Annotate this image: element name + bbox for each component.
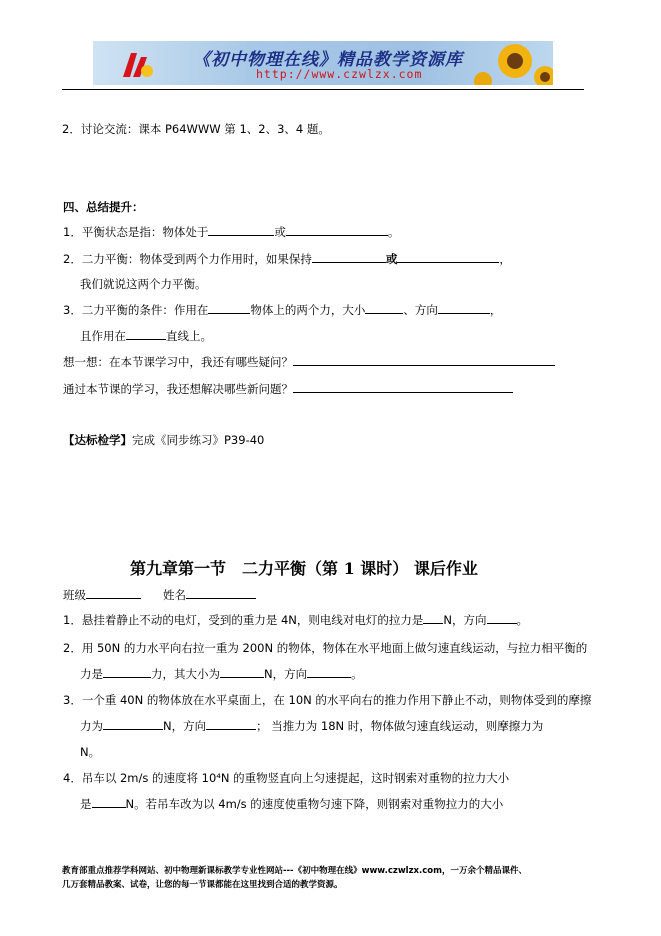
blank[interactable] bbox=[397, 251, 499, 263]
think-question: 想一想：在本节课学习中，我还有哪些疑问？ bbox=[63, 354, 555, 370]
summary-item-2-cont: 我们就说这两个力平衡。 bbox=[80, 277, 207, 291]
header-banner bbox=[93, 41, 553, 85]
site-logo-icon bbox=[119, 47, 155, 79]
class-name-line: 班级 姓名 bbox=[63, 587, 256, 603]
question-2-cont: 力是 力，其大小为 N，方向 。 bbox=[80, 667, 363, 681]
blank[interactable] bbox=[103, 666, 151, 678]
blank[interactable] bbox=[423, 612, 443, 624]
blank[interactable] bbox=[220, 666, 264, 678]
banner-title: 《初中物理在线》精品教学资源库 bbox=[193, 50, 463, 70]
question-1: 1．悬挂着静止不动的电灯，受到的重力是 4N，则电线对电灯的拉力是 N，方向 。 bbox=[63, 613, 528, 627]
blank[interactable] bbox=[206, 718, 256, 730]
summary-item-3-cont: 且作用在 直线上。 bbox=[80, 329, 212, 343]
answer-line[interactable] bbox=[293, 381, 513, 393]
solve-question: 通过本节课的学习，我还想解决哪些新问题？ bbox=[63, 381, 513, 397]
question-3-end: N。 bbox=[80, 745, 101, 759]
standard-test: 【达标检学】完成《同步练习》P39-40 bbox=[63, 433, 265, 447]
sunflower-icon bbox=[463, 41, 553, 85]
blank[interactable] bbox=[365, 302, 403, 314]
question-3: 3．一个重 40N 的物体放在水平桌面上，在 10N 的水平向右的推力作用下静止不动，则物体受到的摩擦 bbox=[63, 693, 592, 707]
discussion-line: 2．讨论交流：课本 P64WWW 第 1、2、3、4 题。 bbox=[62, 122, 330, 136]
summary-item-1: 1．平衡状态是指：物体处于 或 。 bbox=[63, 225, 400, 239]
summary-item-3: 3．二力平衡的条件：作用在 物体上的两个力，大小 、方向 ， bbox=[63, 303, 502, 317]
blank[interactable] bbox=[312, 251, 386, 263]
banner-url[interactable]: http://www.czwlzx.com bbox=[256, 67, 423, 81]
question-4: 4．吊车以 2m/s 的速度将 10⁴N 的重物竖直向上匀速提起，这时钢索对重物的拉力大小 bbox=[63, 771, 510, 785]
blank[interactable] bbox=[92, 796, 126, 808]
question-4-cont: 是 N。若吊车改为以 4m/s 的速度使重物匀速下降，则钢索对重物拉力的大小 bbox=[80, 797, 504, 811]
summary-heading: 四、总结提升： bbox=[63, 200, 144, 214]
blank[interactable] bbox=[126, 328, 166, 340]
class-field[interactable] bbox=[86, 587, 141, 599]
question-3-cont: 力为 N，方向 ； 当推力为 18N 时，物体做匀速直线运动，则摩擦力为 bbox=[80, 719, 544, 733]
header-rule bbox=[62, 89, 584, 90]
blank[interactable] bbox=[487, 612, 517, 624]
summary-item-2: 2．二力平衡：物体受到两个力作用时，如果保持 或 ， bbox=[63, 252, 511, 266]
homework-title: 第九章第一节 二力平衡（第 1 课时） 课后作业 bbox=[130, 559, 478, 578]
question-2: 2．用 50N 的力水平向右拉一重为 200N 的物体，物体在水平地面上做匀速直线运动，与拉力相平衡的 bbox=[63, 641, 588, 655]
name-field[interactable] bbox=[186, 587, 256, 599]
blank[interactable] bbox=[103, 718, 163, 730]
footer-line-2: 几万套精品教案、试卷，让您的每一节课都能在这里找到合适的教学资源。 bbox=[62, 880, 343, 890]
blank[interactable] bbox=[208, 302, 250, 314]
blank[interactable] bbox=[208, 224, 274, 236]
footer-line-1: 教育部重点推荐学科网站、初中物理新课标教学专业性网站---《初中物理在线》www.czwlzx.com，一万余个精品课件、 bbox=[62, 866, 527, 876]
blank[interactable] bbox=[307, 666, 351, 678]
blank[interactable] bbox=[286, 224, 388, 236]
blank[interactable] bbox=[438, 302, 490, 314]
answer-line[interactable] bbox=[293, 354, 555, 366]
